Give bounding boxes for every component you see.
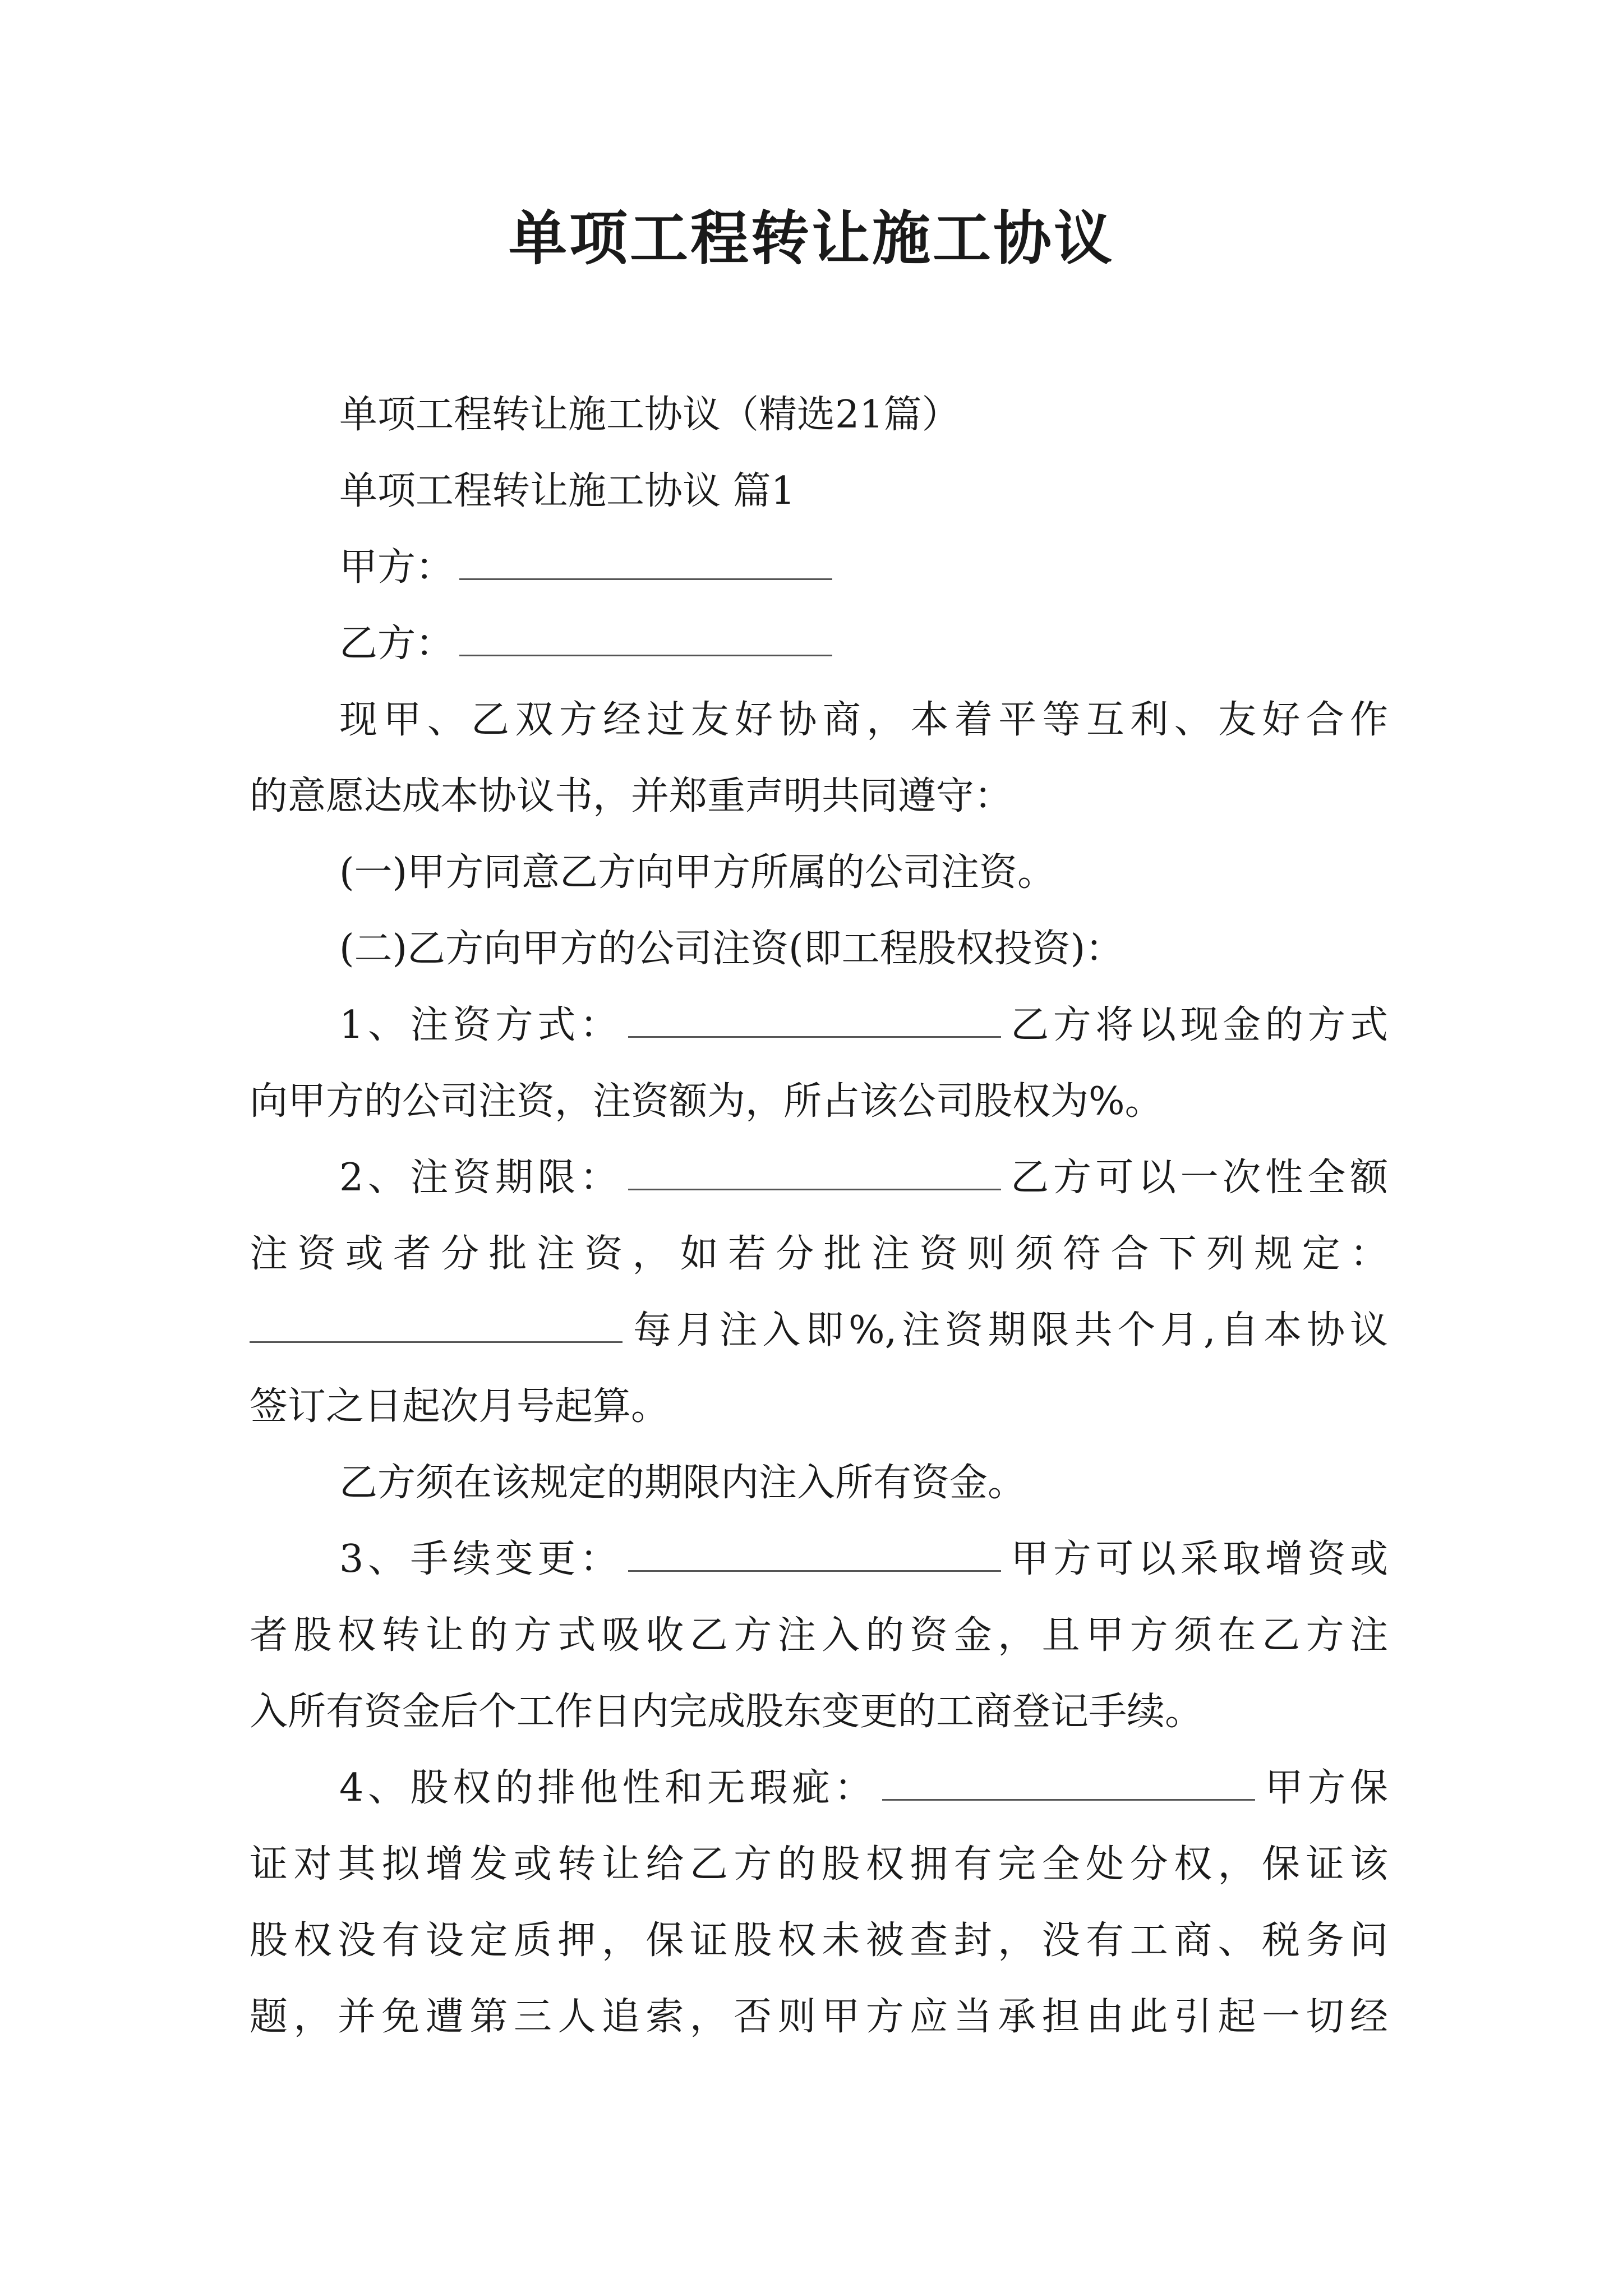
party-b-label: 乙方： xyxy=(339,622,454,666)
item-1-line-2: 向甲方的公司注资，注资额为，所占该公司股权为%。 xyxy=(250,1079,1163,1124)
item-1-label: 1、注资方式： xyxy=(339,1003,623,1047)
party-b-blank xyxy=(459,622,832,656)
item-3-line-1 xyxy=(339,1531,1388,1588)
party-a-blank xyxy=(459,546,832,580)
item-2-line-3 xyxy=(250,1303,1388,1359)
item-3-line-2: 者股权转让的方式吸收乙方注入的资金，且甲方须在乙方注 xyxy=(250,1613,1388,1658)
intro-line-2: 的意愿达成本协议书，并郑重声明共同遵守： xyxy=(250,774,1013,818)
item-2-label: 2、注资期限： xyxy=(339,1156,623,1200)
item-4-blank xyxy=(882,1766,1255,1801)
item-1-blank xyxy=(628,1004,1001,1038)
intro-line-1: 现甲、乙双方经过友好协商，本着平等互利、友好合作 xyxy=(339,698,1388,742)
item-4-line-4: 题，并免遭第三人追索，否则甲方应当承担由此引起一切经 xyxy=(250,1995,1388,2039)
section-heading: 单项工程转让施工协议 篇1 xyxy=(339,469,795,513)
item-1-tail: 乙方将以现金的方式 xyxy=(1006,1003,1388,1047)
item-3-tail: 甲方可以采取增资或 xyxy=(1006,1537,1388,1581)
item-4-line-1 xyxy=(339,1760,1388,1816)
item-4-line-2: 证对其拟增发或转让给乙方的股权拥有完全处分权，保证该 xyxy=(250,1842,1388,1887)
item-2-line-2: 注资或者分批注资，如若分批注资则须符合下列规定： xyxy=(250,1232,1388,1276)
item-4-line-3: 股权没有设定质押，保证股权未被查封，没有工商、税务问 xyxy=(250,1918,1388,1963)
item-2-line-3-tail: 每月注入即%,注资期限共个月,自本协议 xyxy=(628,1308,1388,1352)
item-2-line-4: 签订之日起次月号起算。 xyxy=(250,1384,670,1429)
document-title: 单项工程转让施工协议 xyxy=(508,204,1114,273)
clause-1: (一)甲方同意乙方向甲方所属的公司注资。 xyxy=(339,850,1056,895)
party-a-label: 甲方： xyxy=(339,545,454,590)
clause-2: (二)乙方向甲方的公司注资(即工程股权投资)： xyxy=(339,927,1124,971)
document-subtitle: 单项工程转让施工协议（精选21篇） xyxy=(339,393,960,437)
item-4-label: 4、股权的排他性和无瑕疵： xyxy=(339,1766,877,1810)
party-a-line xyxy=(339,540,1388,596)
item-4-tail: 甲方保 xyxy=(1261,1766,1388,1810)
item-2-monthly-blank xyxy=(250,1309,623,1343)
item-3-line-3: 入所有资金后个工作日内完成股东变更的工商登记手续。 xyxy=(250,1690,1204,1734)
item-2-note: 乙方须在该规定的期限内注入所有资金。 xyxy=(339,1461,1026,1505)
item-3-blank xyxy=(628,1538,1001,1572)
item-2-blank xyxy=(628,1156,1001,1190)
party-b-line xyxy=(339,616,1388,672)
item-1-line-1 xyxy=(339,997,1388,1053)
item-2-tail: 乙方可以一次性全额 xyxy=(1006,1156,1388,1200)
item-2-line-1 xyxy=(339,1150,1388,1206)
item-3-label: 3、手续变更： xyxy=(339,1537,623,1581)
